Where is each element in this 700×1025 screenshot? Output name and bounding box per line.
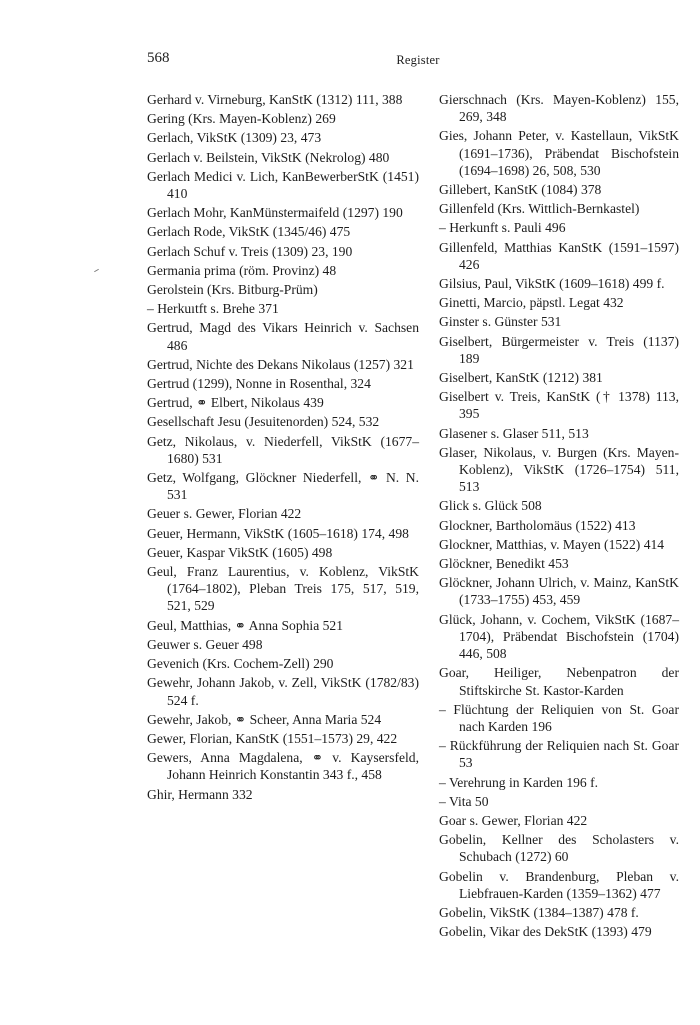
- index-entry: Gerlach, VikStK (1309) 23, 473: [147, 130, 322, 146]
- index-entry: Geul, Franz Laurentius, v. Koblenz, VikStK (1764–1802), Pleban Treis 175, 517, 519, 521, 529: [147, 564, 419, 614]
- index-entry: – Flüchtung der Reliquien von St. Goar nach Karden 196: [439, 701, 679, 734]
- index-entry: Getz, Nikolaus, v. Niederfell, VikStK (1677–1680) 531: [147, 433, 419, 466]
- index-entry: Glasener s. Glaser 511, 513: [439, 425, 589, 441]
- index-entry: Gewehr, Jakob, ⚭ Scheer, Anna Maria 524: [147, 711, 382, 727]
- index-entry: – Vita 50: [439, 793, 489, 809]
- index-entry: Geuer, Hermann, VikStK (1605–1618) 174, 498: [147, 525, 409, 541]
- index-entry: Gewer, Florian, KanStK (1551–1573) 29, 422: [147, 730, 398, 746]
- stray-mark: [94, 269, 99, 272]
- index-entry: Gertrud, ⚭ Elbert, Nikolaus 439: [147, 395, 324, 411]
- index-entry: Gobelin, Kellner des Scholasters v. Schubach (1272) 60: [439, 832, 679, 865]
- index-entry: Gerlach v. Beilstein, VikStK (Nekrolog) 480: [147, 149, 390, 165]
- index-entry: Gillenfeld (Krs. Wittlich-Bernkastel): [439, 201, 640, 217]
- index-entry: Gerlach Schuf v. Treis (1309) 23, 190: [147, 243, 353, 259]
- index-entry: Glockner, Matthias, v. Mayen (1522) 414: [439, 536, 665, 552]
- index-entry: Glöckner, Johann Ulrich, v. Mainz, KanStK (1733–1755) 453, 459: [439, 575, 679, 608]
- index-entry: – Herkuıtft s. Brehe 371: [147, 301, 279, 317]
- index-entry: – Rückführung der Reliquien nach St. Goar 53: [439, 738, 679, 771]
- index-entry: Gertrud, Nichte des Dekans Nikolaus (1257) 321: [147, 356, 414, 372]
- index-entry: Goar, Heiliger, Nebenpatron der Stiftskirche St. Kastor-Karden: [439, 665, 679, 698]
- index-entry: Gewehr, Johann Jakob, v. Zell, VikStK (1782/83) 524 f.: [147, 675, 419, 708]
- index-entry: – Verehrung in Karden 196 f.: [439, 774, 599, 790]
- index-entry: Ghir, Hermann 332: [147, 786, 253, 802]
- index-entry: Glockner, Bartholomäus (1522) 413: [439, 517, 636, 533]
- index-entry: Gobelin, VikStK (1384–1387) 478 f.: [439, 904, 639, 920]
- index-entry: Gies, Johann Peter, v. Kastellaun, VikStK (1691–1736), Präbendat Bischofstein (1694–1698) 26, 508, 530: [439, 128, 679, 178]
- index-entry: Gerlach Medici v. Lich, KanBewerberStK (1451) 410: [147, 168, 419, 202]
- index-entry: Gevenich (Krs. Cochem-Zell) 290: [147, 656, 334, 672]
- index-column-right: [439, 91, 679, 942]
- index-entry: Gertrud, Magd des Vikars Heinrich v. Sachsen 486: [147, 320, 419, 353]
- index-entry: Glück, Johann, v. Cochem, VikStK (1687–1704), Präbendat Bischofstein (1704) 446, 508: [439, 611, 679, 662]
- index-entry: Gierschnach (Krs. Mayen-Koblenz) 155, 269, 348: [439, 92, 679, 125]
- index-entry: Gobelin v. Brandenburg, Pleban v. Liebfrauen-Karden (1359–1362) 477: [439, 868, 679, 901]
- index-entry: Ginster s. Günster 531: [439, 314, 562, 330]
- index-entry: Goar s. Gewer, Florian 422: [439, 812, 588, 828]
- index-entry: Germania prima (röm. Provinz) 48: [147, 262, 337, 278]
- index-entry: Gillebert, KanStK (1084) 378: [439, 182, 602, 198]
- index-entry: Gerhard v. Virneburg, KanStK (1312) 111, 388: [147, 92, 403, 107]
- index-entry: Giselbert, Bürgermeister v. Treis (1137) 189: [439, 333, 679, 366]
- index-entry: Gerolstein (Krs. Bitburg-Prüm): [147, 282, 318, 298]
- index-entry: Gewers, Anna Magdalena, ⚭ v. Kaysersfeld, Johann Heinrich Konstantin 343 f., 458: [147, 750, 419, 783]
- index-entry: Gering (Krs. Mayen-Koblenz) 269: [147, 111, 336, 127]
- index-entry: Gertrud (1299), Nonne in Rosenthal, 324: [147, 376, 371, 392]
- index-entry: Gilsius, Paul, VikStK (1609–1618) 499 f.: [439, 276, 665, 292]
- index-entry: Giselbert, KanStK (1212) 381: [439, 370, 603, 386]
- index-entry: Geul, Matthias, ⚭ Anna Sophia 521: [147, 617, 344, 633]
- index-entry: Gerlach Rode, VikStK (1345/46) 475: [147, 224, 351, 240]
- index-entry: Gerlach Mohr, KanMünstermaifeld (1297) 190: [147, 205, 403, 221]
- index-entry: Geuwer s. Geuer 498: [147, 636, 263, 652]
- index-entry: Giselbert v. Treis, KanStK († 1378) 113, 395: [439, 389, 679, 422]
- index-entry: Ginetti, Marcio, päpstl. Legat 432: [439, 295, 624, 311]
- index-entry: Gesellschaft Jesu (Jesuitenorden) 524, 532: [147, 414, 380, 430]
- index-entry: – Herkunft s. Pauli 496: [439, 220, 566, 236]
- index-column-left: [147, 91, 419, 805]
- index-entry: Gobelin, Vikar des DekStK (1393) 479: [439, 924, 652, 940]
- index-entry: Getz, Wolfgang, Glöckner Niederfell, ⚭ N. N. 531: [147, 470, 419, 503]
- index-entry: Glöckner, Benedikt 453: [439, 556, 569, 572]
- index-entry: Geuer s. Gewer, Florian 422: [147, 506, 302, 522]
- index-entry: Glick s. Glück 508: [439, 498, 542, 514]
- index-entry: Geuer, Kaspar VikStK (1605) 498: [147, 544, 333, 560]
- running-title: Register: [396, 53, 440, 67]
- index-entry: Glaser, Nikolaus, v. Burgen (Krs. Mayen-Koblenz), VikStK (1726–1754) 511, 513: [439, 444, 679, 495]
- index-entry: Gillenfeld, Matthias KanStK (1591–1597) 426: [439, 239, 679, 272]
- page-number: 568: [147, 50, 170, 66]
